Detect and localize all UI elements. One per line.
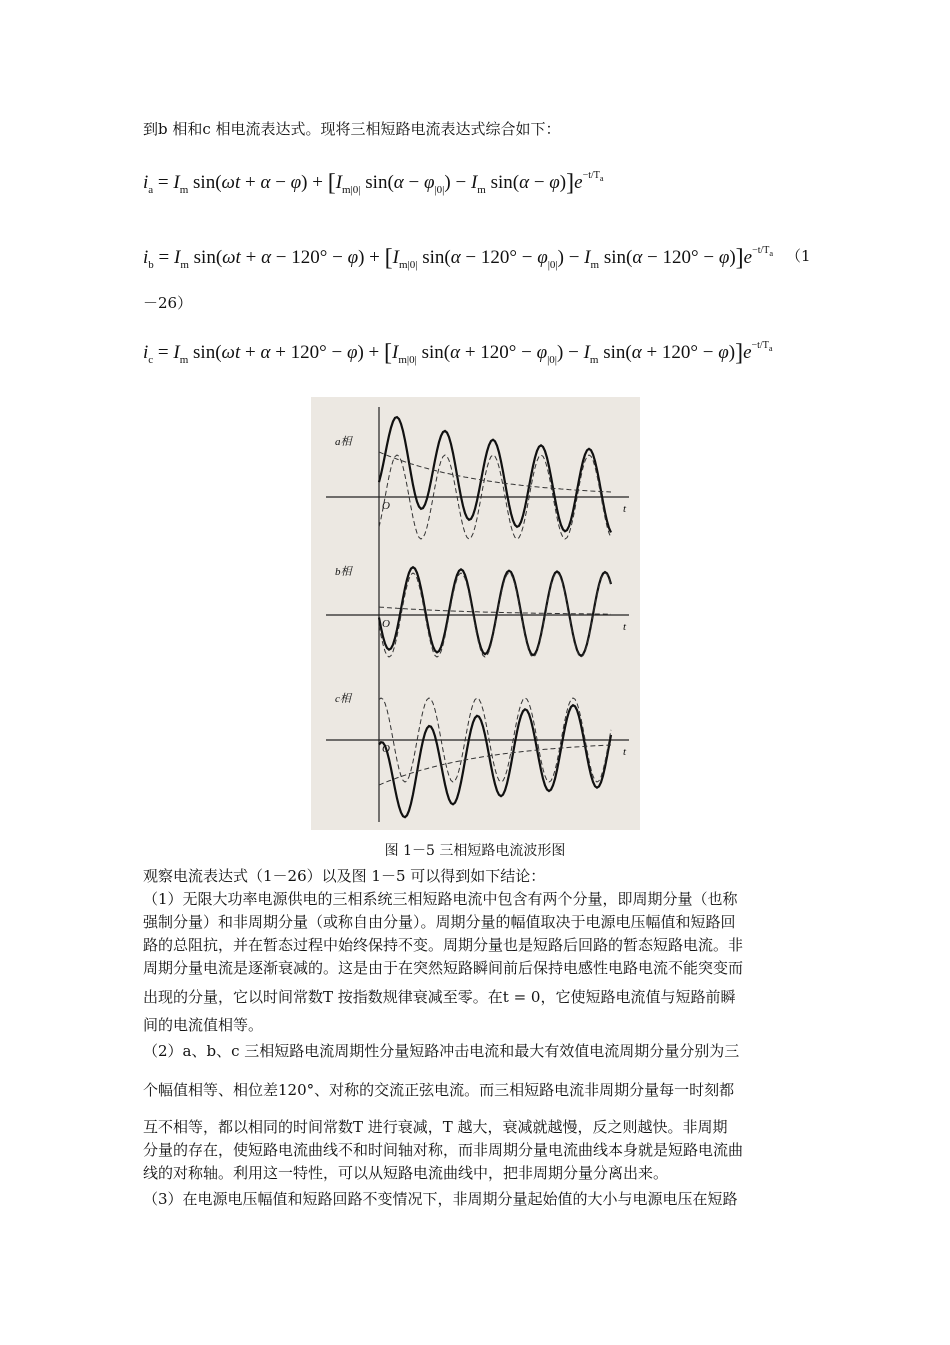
- phase-b-waveform: [379, 567, 611, 656]
- paragraph-9: 互不相等，都以相同的时间常数T 进行衰减，T 越大，衰减就越慢，反之则越快。非周期: [143, 1118, 728, 1136]
- paragraph-7: （2）a、b、c 三相短路电流周期性分量短路冲击电流和最大有效值电流周期分量分别为三: [143, 1042, 740, 1060]
- label-phase-b: b相: [335, 566, 352, 578]
- paragraph-10: 分量的存在，使短路电流曲线不和时间轴对称，而非周期分量电流曲线本身就是短路电流曲: [143, 1141, 744, 1159]
- origin-c: O: [382, 743, 390, 755]
- paragraph-6: 间的电流值相等。: [143, 1016, 264, 1034]
- paragraph-11: 线的对称轴。利用这一特性，可以从短路电流曲线中，把非周期分量分离出来。: [143, 1164, 669, 1182]
- equation-ic: $i_c = I_m$ $\sin(\omega t + \alpha + 120^\circ - \varphi) + [I_{m|0|}$ $\sin(\alpha + 120^\circ - \varphi_{|0|}) - I_m$ $\sin(\alpha + 120^\circ - \varphi)]e^{-t/T_a}$: [143, 340, 773, 366]
- label-phase-a: a相: [335, 436, 352, 448]
- phase-a-waveform: [379, 417, 611, 532]
- paragraph-8: 个幅值相等、相位差120°、对称的交流正弦电流。而三相短路电流非周期分量每一时刻都: [143, 1081, 735, 1099]
- axis-t-b: t: [623, 621, 627, 633]
- equation-number-part2: －26）: [143, 294, 193, 312]
- equation-number-part1: （1: [786, 247, 811, 265]
- axis-t-c: t: [623, 746, 627, 758]
- equation-ib: $i_b = I_m$ $\sin(\omega t + \alpha - 120^\circ - \varphi) + [I_{m|0|}$ $\sin(\alpha - 120^\circ - \varphi_{|0|}) - I_m$ $\sin(\alpha - 120^\circ - \varphi)]e^{-t/T_a}$: [143, 245, 774, 271]
- phase-b-aperiodic: [379, 607, 611, 614]
- paragraph-3: 路的总阻抗，并在暂态过程中始终保持不变。周期分量也是短路后回路的暂态短路电流。非: [143, 936, 744, 954]
- paragraph-1: （1）无限大功率电源供电的三相系统三相短路电流中包含有两个分量，即周期分量（也称: [143, 890, 738, 908]
- phase-c-aperiodic: [379, 745, 611, 785]
- paragraph-12: （3）在电源电压幅值和短路回路不变情况下，非周期分量起始值的大小与电源电压在短路: [143, 1190, 738, 1208]
- paragraph-2: 强制分量）和非周期分量（或称自由分量）。周期分量的幅值取决于电源电压幅值和短路回: [143, 913, 736, 931]
- phase-c-waveform: [379, 705, 611, 817]
- figure-caption: 图 1－5 三相短路电流波形图: [384, 843, 566, 859]
- waveform-figure: [311, 397, 640, 830]
- paragraph-0: 观察电流表达式（1－26）以及图 1－5 可以得到如下结论：: [143, 867, 546, 885]
- intro-line: 到b 相和c 相电流表达式。现将三相短路电流表达式综合如下：: [143, 120, 561, 138]
- paragraph-5: 出现的分量，它以时间常数T 按指数规律衰减至零。在t = 0，它使短路电流值与短路前瞬: [143, 988, 736, 1006]
- paragraph-4: 周期分量电流是逐渐衰减的。这是由于在突然短路瞬间前后保持电感性电路电流不能突变而: [143, 959, 744, 977]
- origin-a: O: [382, 500, 390, 512]
- equation-ia: $i_a = I_m$ $\sin(\omega t + \alpha - \varphi) + [I_{m|0|}$ $\sin(\alpha - \varphi_{|0|}) - I_m$ $\sin(\alpha - \varphi)]e^{-t/T_a}$: [143, 170, 604, 196]
- label-phase-c: c相: [335, 693, 351, 705]
- origin-b: O: [382, 618, 390, 630]
- axis-t-a: t: [623, 503, 627, 515]
